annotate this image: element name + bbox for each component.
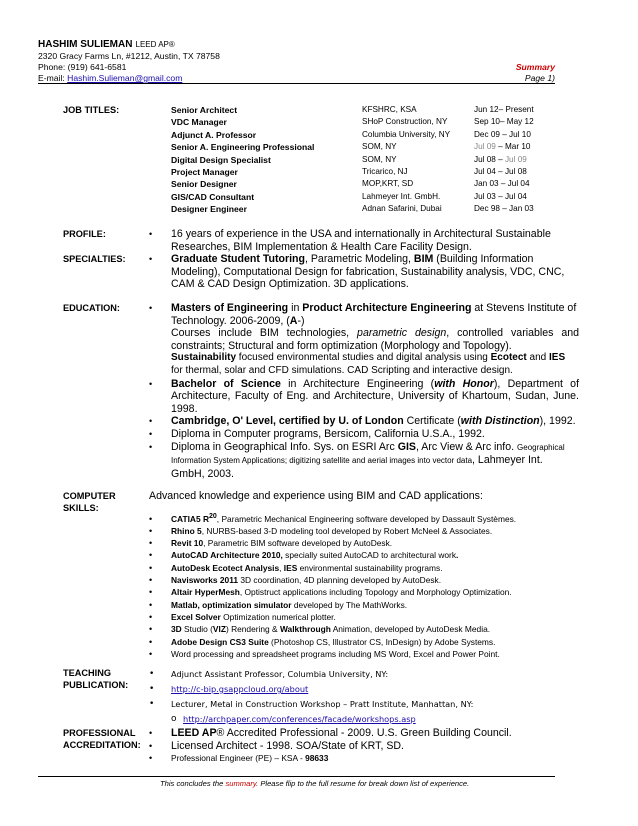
- footer-divider: [38, 776, 555, 777]
- job-org: Adnan Safarini, Dubai: [362, 204, 442, 214]
- list-item: [149, 302, 579, 327]
- bullet-icon: •: [149, 562, 153, 573]
- list-item: [149, 667, 579, 682]
- email-link[interactable]: Hashim.Sulieman@gmail.com: [67, 73, 183, 83]
- profile-label: PROFILE:: [63, 229, 106, 239]
- job-dates: [474, 154, 584, 166]
- list-item: [149, 415, 579, 428]
- profile-section: [149, 228, 579, 253]
- list-item: [149, 682, 579, 697]
- email-label: E-mail:: [38, 73, 65, 83]
- software-list: [149, 513, 579, 661]
- bullet-icon: •: [149, 599, 153, 610]
- job-org: MOP,KRT, SD: [362, 179, 414, 189]
- text: Ecotect: [490, 352, 527, 364]
- teaching-role: Adjunct Assistant Professor, Columbia University, NY:: [171, 669, 389, 679]
- list-item: [149, 648, 579, 660]
- job-titles-table: [171, 104, 584, 216]
- list-item: [149, 574, 579, 586]
- profile-text: 16 years of experience in the USA and internationally in Architectural Sustainable Researches, BIM Implementation & Health Care Facility Design.: [171, 228, 551, 253]
- text: in: [288, 302, 303, 314]
- job-dates: Dec 98 – Jan 03: [474, 204, 534, 214]
- page-label: Page 1): [524, 73, 555, 83]
- education-masters: [171, 302, 579, 327]
- software-name: Rhino 5: [171, 525, 202, 536]
- bullet-icon: •: [149, 378, 153, 389]
- text: Optimization numerical plotter.: [220, 611, 336, 622]
- text: , Parametric Mechanical Engineering software developed by Dassault Systèmes.: [216, 513, 517, 524]
- software-name: 3D: [171, 624, 182, 635]
- job-org: SHoP Construction, NY: [362, 117, 448, 127]
- text: [171, 599, 579, 611]
- text: , Arc View & Arc info.: [415, 440, 518, 453]
- text: ,: [279, 562, 284, 573]
- text: parametric design: [357, 327, 447, 340]
- bullet-icon: •: [149, 229, 153, 239]
- computer-skills-label: [63, 490, 116, 514]
- job-dates: Jul 03 – Jul 04: [474, 191, 527, 201]
- education-label: EDUCATION:: [63, 303, 120, 313]
- footer-note: [160, 779, 469, 789]
- label-line: SKILLS:: [63, 503, 99, 513]
- text: Licensed Architect - 1998. SOA/State of KRT, SD.: [171, 739, 404, 752]
- text: (Photoshop CS, Illustrator CS, InDesign) by Adobe Systems.: [268, 636, 496, 647]
- address: 2320 Gracy Farms Ln, #1212, Austin, TX 78758: [38, 51, 220, 61]
- degree-field: Product Architecture Engineering: [302, 302, 472, 314]
- bullet-icon: •: [149, 611, 153, 622]
- list-item: [149, 428, 579, 441]
- summary-marker: [516, 62, 555, 84]
- specialty-text: (Building Information Modeling), Computational Design for fabrication, Sustainability analysis, VDC, CNC, CAM & CAD Design Optimization. 3D applications.: [171, 253, 565, 291]
- text: 98633: [305, 753, 329, 764]
- text: [171, 636, 579, 648]
- text: ), Department of Architecture, Faculty of Eng. and Architecture, University of Khartoum, Sudan, June. 1998.: [171, 377, 580, 415]
- job-dates: [474, 141, 584, 153]
- label-line: ACCREDITATION:: [63, 740, 141, 750]
- text: .: [456, 550, 459, 561]
- text: [171, 752, 579, 764]
- bullet-icon: •: [149, 513, 153, 524]
- job-row: [171, 141, 584, 153]
- bullet-icon: •: [149, 416, 153, 427]
- text: for thermal, solar and CFD simulations. CAD Scripting and interactive design.: [171, 364, 513, 376]
- list-item: [149, 740, 579, 753]
- label-line: COMPUTER: [63, 491, 116, 501]
- software-name: Excel Solver: [171, 611, 221, 622]
- specialties-text: [171, 253, 579, 291]
- teaching-section: [149, 667, 579, 727]
- job-dates: Jan 03 – Jul 04: [474, 179, 530, 189]
- job-org: Lahmeyer Int. GmbH.: [362, 191, 441, 201]
- software-name: Altair HyperMesh: [171, 587, 240, 598]
- software-name: Adobe Design CS3 Suite: [171, 636, 269, 647]
- list-item: [149, 636, 579, 648]
- bullet-icon: •: [149, 648, 153, 659]
- job-dates: Dec 09 – Jul 10: [474, 129, 531, 139]
- text: , controlled variables and constraints; Structural and form optimization (Morphology and Topology).: [171, 327, 580, 352]
- text: Sustainability: [171, 352, 237, 364]
- specialty-text: , Parametric Modeling,: [304, 253, 414, 265]
- text: , Optistruct applications including Topology and Morphology Optimization.: [239, 587, 512, 598]
- education-courses: [149, 327, 579, 352]
- bullet-icon: •: [149, 441, 153, 452]
- computer-skills-section: [149, 490, 579, 660]
- software-name: Walkthrough: [279, 624, 331, 635]
- text: [171, 586, 579, 598]
- software-name: Matlab, optimization simulator: [171, 599, 292, 610]
- job-title: Senior A. Engineering Professional: [171, 142, 315, 153]
- education-section: [149, 302, 579, 480]
- specialties-section: [149, 253, 579, 291]
- text: Diploma in Geographical Info. Sys. on ESRI Arc: [171, 440, 398, 453]
- list-item: [149, 611, 579, 623]
- text: [171, 513, 579, 525]
- text: GIS: [397, 440, 416, 453]
- accreditation-section: [149, 727, 579, 764]
- job-row: [171, 191, 584, 203]
- job-title: VDC Manager: [171, 117, 227, 128]
- text: specially suited AutoCAD to architectural work: [282, 550, 457, 561]
- job-title: Adjunct A. Professor: [171, 129, 257, 140]
- job-title: Project Manager: [171, 167, 238, 178]
- list-item: [149, 712, 579, 727]
- phone: Phone: (919) 641-6581: [38, 62, 127, 72]
- label-line: TEACHING: [63, 668, 111, 678]
- candidate-name-text: HASHIM SULIEMAN: [38, 39, 133, 50]
- job-row: [171, 178, 584, 190]
- job-dates-start: Jul 08 –: [474, 154, 505, 164]
- education-sustainability: [149, 352, 579, 377]
- header-divider: [38, 83, 555, 84]
- text: and: [526, 352, 549, 364]
- computer-intro: Advanced knowledge and experience using BIM and CAD applications:: [149, 490, 483, 502]
- job-title: Designer Engineer: [171, 204, 247, 215]
- text: [171, 574, 579, 586]
- text: [171, 562, 579, 574]
- list-item: [149, 228, 579, 253]
- list-item: [149, 586, 579, 598]
- job-titles-label: JOB TITLES:: [63, 105, 120, 115]
- text: , Lahmeyer Int. GmbH, 2003.: [171, 454, 543, 480]
- text: [171, 727, 579, 740]
- text: Courses include BIM technologies,: [171, 327, 358, 340]
- text: [171, 611, 579, 623]
- software-name: AutoCAD Architecture 2010,: [171, 550, 283, 561]
- text: -): [297, 314, 305, 327]
- job-row: [171, 104, 584, 116]
- job-dates-end: – Mar 10: [495, 142, 531, 152]
- list-item: [149, 562, 579, 574]
- job-org: KFSHRC, KSA: [362, 105, 417, 114]
- list-item: [149, 727, 579, 740]
- job-org: SOM, NY: [362, 154, 397, 164]
- list-item: [149, 378, 579, 416]
- text: IES: [549, 352, 566, 364]
- bullet-icon: •: [149, 684, 155, 694]
- job-title: Senior Designer: [171, 179, 237, 190]
- job-dates: Sep 10– May 12: [474, 117, 534, 127]
- list-item: [149, 697, 579, 712]
- list-item: [149, 537, 579, 549]
- education-diploma-gis: [171, 441, 579, 481]
- text: at Stevens Institute of Technology. 2006-2009, (: [171, 302, 577, 327]
- bullet-icon: •: [149, 753, 153, 764]
- list-item: [149, 253, 579, 291]
- teaching-label: [63, 667, 128, 691]
- text: focused environmental studies and digital analysis using: [236, 352, 491, 364]
- text: [171, 549, 579, 561]
- list-item: [149, 599, 579, 611]
- text: ) Rendering &: [225, 624, 280, 635]
- list-item: [149, 441, 579, 481]
- text: [171, 537, 579, 549]
- job-row: [171, 154, 584, 166]
- degree: Masters of Engineering: [171, 302, 289, 314]
- education-cambridge: [171, 415, 579, 428]
- list-item: [149, 623, 579, 635]
- software-name: Navisworks 2011: [171, 575, 239, 586]
- bullet-icon: •: [149, 699, 155, 709]
- specialty-strong: Graduate Student Tutoring: [171, 253, 305, 265]
- resume-header: [38, 38, 558, 84]
- text: developed by The MathWorks.: [291, 599, 408, 610]
- text: Word processing and spreadsheet programs including MS Word, Excel and Power Point.: [171, 648, 500, 659]
- bullet-icon: •: [149, 303, 153, 313]
- list-item: [149, 549, 579, 561]
- software-name: IES: [283, 562, 298, 573]
- bullet-icon: •: [149, 624, 153, 635]
- job-title: GIS/CAD Consultant: [171, 191, 255, 202]
- job-dates-start: Jul 09: [474, 142, 496, 152]
- text: environmental sustainability programs.: [297, 562, 443, 573]
- bullet-icon: •: [149, 740, 153, 751]
- bullet-icon: •: [149, 636, 153, 647]
- text: Studio (: [181, 624, 213, 635]
- summary-label: Summary: [515, 62, 555, 72]
- teaching-link[interactable]: http://c-bip.gsappcloud.org/about: [171, 684, 309, 694]
- label-line: PUBLICATION:: [63, 680, 129, 690]
- text: [171, 623, 579, 635]
- specialty-strong: BIM: [413, 253, 434, 265]
- software-name: CATIA5 R: [171, 513, 209, 524]
- job-row: [171, 203, 584, 215]
- specialties-label: SPECIALTIES:: [63, 254, 126, 264]
- text: This concludes the: [160, 779, 226, 788]
- bullet-icon: •: [149, 428, 153, 439]
- job-row: [171, 116, 584, 128]
- text: 20: [209, 512, 217, 520]
- text: [171, 525, 579, 537]
- bullet-icon: •: [149, 550, 153, 561]
- candidate-credential: LEED AP®: [135, 40, 175, 49]
- education-bachelor: [171, 378, 579, 416]
- candidate-name: [38, 38, 558, 51]
- list-item: [149, 513, 579, 525]
- text: ), 1992.: [539, 415, 576, 428]
- text: LEED AP: [171, 727, 217, 739]
- job-row: [171, 166, 584, 178]
- job-title: Digital Design Specialist: [171, 154, 271, 165]
- text: Certificate (: [403, 415, 461, 428]
- sub-bullet-icon: o: [171, 714, 177, 724]
- bullet-icon: •: [149, 525, 153, 536]
- text: Geographical Information System Applications; digitizing satellite and aerial images into vector data: [171, 442, 565, 466]
- text: Animation, developed by AutoDesk Media.: [330, 624, 491, 635]
- software-name: VIZ: [212, 624, 226, 635]
- bullet-icon: •: [149, 587, 153, 598]
- list-item: [149, 525, 579, 537]
- teaching-link[interactable]: http://archpaper.com/conferences/facade/workshops.asp: [183, 714, 416, 724]
- text: ® Accredited Professional - 2009. U.S. Green Building Council.: [216, 727, 512, 739]
- list-item: [149, 752, 579, 764]
- grade: A: [289, 314, 298, 327]
- bullet-icon: •: [149, 728, 153, 738]
- honor: with Distinction: [460, 415, 540, 428]
- accreditation-label: [63, 727, 141, 751]
- text: Professional Engineer (PE) – KSA -: [171, 753, 306, 764]
- job-title: Senior Architect: [171, 105, 238, 115]
- job-org: Tricarico, NJ: [362, 167, 408, 177]
- job-org: Columbia University, NY: [362, 129, 451, 139]
- bullet-icon: •: [149, 254, 153, 264]
- job-row: [171, 129, 584, 141]
- text: , NURBS-based 3-D modeling tool developed by Robert McNeel & Associates.: [201, 525, 493, 536]
- honor: with Honor: [434, 377, 494, 390]
- degree: Cambridge, O' Level, certified by U. of London: [171, 415, 404, 428]
- job-dates: Jul 04 – Jul 08: [474, 167, 527, 177]
- bullet-icon: •: [149, 538, 153, 549]
- bullet-icon: •: [149, 669, 155, 679]
- job-dates-end: Jul 09: [504, 154, 527, 164]
- job-dates: Jun 12– Present: [474, 105, 534, 114]
- text: , Parametric BIM software developed by AutoDesk.: [203, 538, 393, 549]
- education-diploma-computer: Diploma in Computer programs, Bersicom, California U.S.A., 1992.: [171, 427, 485, 440]
- software-name: AutoDesk Ecotect Analysis: [171, 562, 280, 573]
- teaching-role: Lecturer, Metal in Construction Workshop – Pratt Institute, Manhattan, NY:: [171, 699, 474, 709]
- text: in Architecture Engineering (: [280, 377, 435, 390]
- text: 3D coordination, 4D planning developed by AutoDesk.: [238, 575, 442, 586]
- degree: Bachelor of Science: [171, 377, 281, 390]
- job-org: SOM, NY: [362, 142, 397, 152]
- software-name: Revit 10: [171, 538, 204, 549]
- label-line: PROFESSIONAL: [63, 728, 136, 738]
- bullet-icon: •: [149, 575, 153, 586]
- text: summary: [225, 779, 257, 788]
- text: . Please flip to the full resume for break down list of experience.: [256, 779, 470, 788]
